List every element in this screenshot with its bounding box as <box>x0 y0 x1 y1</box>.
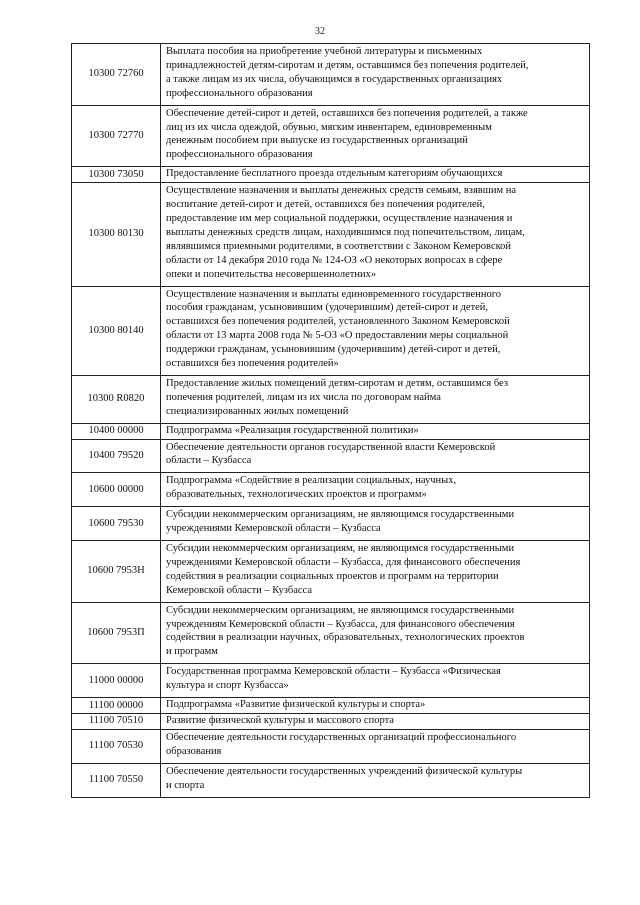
description-line: специализированных жилых помещений <box>166 405 349 417</box>
description-line: а также лицам из их числа, обучающимся в государственных организациях <box>166 73 503 85</box>
description-line: и программ <box>166 646 218 658</box>
description-line: поддержки гражданам, усыновившим (удочерившим) детей-сирот и детей, <box>166 344 501 356</box>
description-line: денежным пособием при выпуске из государственных организаций <box>166 135 468 147</box>
table-row <box>72 713 590 729</box>
description-line: Предоставление жилых помещений детям-сиротам и детям, оставшимся без <box>166 377 508 389</box>
table-row <box>72 183 590 286</box>
description-line: принадлежностей детям-сиротам и детям, оставшимся без попечения родителей, <box>166 59 529 71</box>
description-line: образования <box>166 745 222 757</box>
description-line: области от 14 декабря 2010 года № 124-ОЗ «О некоторых вопросах в сфере <box>166 254 503 266</box>
table-row <box>72 375 590 423</box>
row-code: 10600 7953П <box>72 602 161 664</box>
description-line: учреждениями Кемеровской области – Кузбасса <box>166 523 381 535</box>
description-line: воспитание детей-сирот и детей, оставшихся без попечения родителей, <box>166 199 485 211</box>
description-line: Субсидии некоммерческим организациям, не являющимся государственными <box>166 543 515 554</box>
description-line: учреждениями Кемеровской области – Кузбасса, для финансового обеспечения <box>166 556 521 568</box>
description-line: Подпрограмма «Реализация государственной политики» <box>166 424 419 436</box>
description-line: Развитие физической культуры и массового спорта <box>166 714 394 726</box>
row-description <box>161 541 590 603</box>
description-line: области – Кузбасса <box>166 455 252 467</box>
row-description <box>161 713 590 729</box>
table-row <box>72 439 590 473</box>
table-row <box>72 698 590 714</box>
description-line: оставшихся без попечения родителей, установленного Законом Кемеровской <box>166 316 510 328</box>
row-code: 10300 80140 <box>72 286 161 375</box>
description-line: Подпрограмма «Содействие в реализации социальных, научных, <box>166 475 457 487</box>
description-line: предоставление им мер социальной поддержки, осуществление назначения и <box>166 212 513 224</box>
description-line: Выплата пособия на приобретение учебной литературы и письменных <box>166 46 483 57</box>
row-code: 10300 R0820 <box>72 375 161 423</box>
table-row <box>72 473 590 507</box>
description-line: Предоставление бесплатного проезда отдельным категориям обучающихся <box>166 168 503 180</box>
table-row <box>72 423 590 439</box>
row-code: 10400 00000 <box>72 423 161 439</box>
row-code: 10300 72760 <box>72 44 161 106</box>
description-line: попечения родителей, лицам из их числа по договорам найма <box>166 391 441 403</box>
row-description <box>161 763 590 797</box>
table-row <box>72 729 590 763</box>
row-code: 11000 00000 <box>72 664 161 698</box>
description-line: выплаты денежных средств лицам, находившимся под попечительством, лицам, <box>166 226 525 238</box>
row-description <box>161 473 590 507</box>
description-line: лиц из их числа одеждой, обувью, мягким инвентарем, единовременным <box>166 121 492 133</box>
row-code: 10300 80130 <box>72 183 161 286</box>
table-row <box>72 44 590 106</box>
description-line: содействия в реализации научных, образовательных, технологических проектов <box>166 632 525 644</box>
row-code: 11100 70510 <box>72 713 161 729</box>
description-line: культура и спорт Кузбасса» <box>166 680 289 692</box>
description-line: Субсидии некоммерческим организациям, не являющимся государственными <box>166 604 515 616</box>
table-row <box>72 664 590 698</box>
description-line: являвшимся приемными родителями, в соответствии с Законом Кемеровской <box>166 240 512 252</box>
description-line: Субсидии некоммерческим организациям, не являющимся государственными <box>166 509 515 521</box>
row-description <box>161 375 590 423</box>
table-row <box>72 105 590 167</box>
page-number: 32 <box>315 26 325 37</box>
row-description <box>161 439 590 473</box>
table-row <box>72 507 590 541</box>
description-line: Осуществление назначения и выплаты денежных средств семьям, взявшим на <box>166 185 516 197</box>
row-description <box>161 44 590 106</box>
row-description <box>161 167 590 183</box>
table-row <box>72 286 590 375</box>
row-description <box>161 423 590 439</box>
description-line: Обеспечение детей-сирот и детей, оставшихся без попечения родителей, а также <box>166 107 528 119</box>
description-line: учреждениям Кемеровской области – Кузбасса, для финансового обеспечения <box>166 618 515 630</box>
description-line: Обеспечение деятельности органов государственной власти Кемеровской <box>166 441 496 453</box>
row-code: 10600 00000 <box>72 473 161 507</box>
description-line: опеки и попечительства несовершеннолетних» <box>166 268 377 280</box>
row-code: 10600 7953Н <box>72 541 161 603</box>
description-line: пособия гражданам, усыновившим (удочерившим) детей-сирот и детей, <box>166 302 489 314</box>
row-code: 10300 72770 <box>72 105 161 167</box>
row-code: 10600 79530 <box>72 507 161 541</box>
budget-classification-table <box>71 43 590 798</box>
row-description <box>161 698 590 714</box>
description-line: Обеспечение деятельности государственных организаций профессионального <box>166 731 517 743</box>
description-line: Подпрограмма «Развитие физической культуры и спорта» <box>166 699 426 711</box>
table-row <box>72 167 590 183</box>
table-row <box>72 541 590 603</box>
description-line: профессионального образования <box>166 87 313 99</box>
row-code: 10400 79520 <box>72 439 161 473</box>
description-line: Государственная программа Кемеровской области – Кузбасса «Физическая <box>166 666 501 678</box>
description-line: содействия в реализации социальных проектов и программ на территории <box>166 570 499 582</box>
row-code: 11100 70550 <box>72 763 161 797</box>
row-description <box>161 664 590 698</box>
row-description <box>161 286 590 375</box>
row-code: 11100 00000 <box>72 698 161 714</box>
row-code: 11100 70530 <box>72 729 161 763</box>
description-line: Осуществление назначения и выплаты единовременного государственного <box>166 288 501 300</box>
table-body <box>72 44 590 798</box>
description-line: Кемеровской области – Кузбасса <box>166 584 313 596</box>
row-description <box>161 729 590 763</box>
table-row <box>72 763 590 797</box>
row-description <box>161 105 590 167</box>
row-description <box>161 507 590 541</box>
row-description <box>161 602 590 664</box>
description-line: оставшихся без попечения родителей» <box>166 358 339 370</box>
row-code: 10300 73050 <box>72 167 161 183</box>
description-line: Обеспечение деятельности государственных учреждений физической культуры <box>166 765 523 777</box>
table-row <box>72 602 590 664</box>
row-description <box>161 183 590 286</box>
description-line: образовательных, технологических проектов и программ» <box>166 489 427 501</box>
description-line: области от 13 марта 2008 года № 5-ОЗ «О предоставлении меры социальной <box>166 330 509 342</box>
description-line: профессионального образования <box>166 149 313 161</box>
description-line: и спорта <box>166 779 205 791</box>
